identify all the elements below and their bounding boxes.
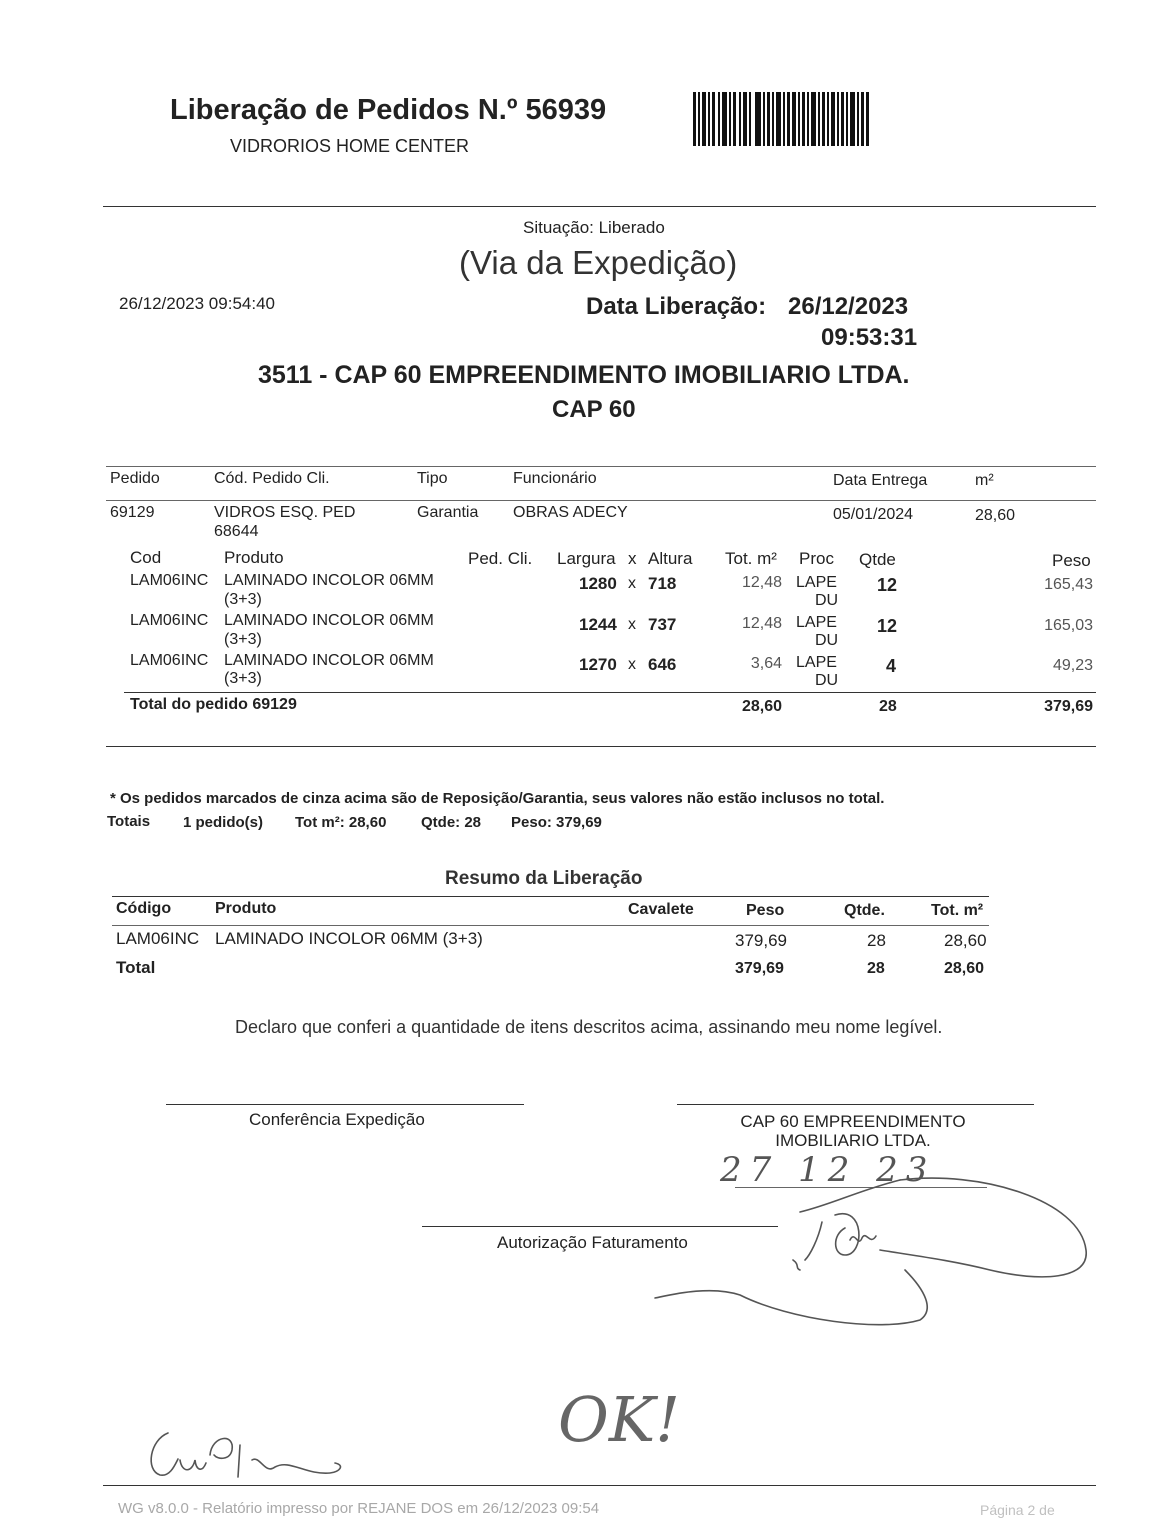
release-date: 26/12/2023 xyxy=(788,293,909,320)
item-x: x xyxy=(628,616,636,633)
item-peso: 165,03 xyxy=(1044,617,1093,634)
item-tot-m2: 12,48 xyxy=(741,574,782,591)
footer-print-info: WG v8.0.0 - Relatório impresso por REJANE DOS em 26/12/2023 09:54 xyxy=(118,1500,600,1517)
items-col-largura: Largura xyxy=(557,549,616,568)
header-divider xyxy=(103,206,1096,207)
order-cod-line1: VIDROS ESQ. PED xyxy=(214,504,356,521)
release-time: 09:53:31 xyxy=(821,324,918,351)
handwritten-date: 27 12 23 xyxy=(720,1150,936,1190)
items-col-qtde: Qtde xyxy=(859,550,896,569)
client-short-name: CAP 60 xyxy=(552,396,636,423)
summary-col-tot-m2: Tot. m² xyxy=(931,902,984,919)
items-col-x: x xyxy=(628,549,637,568)
items-col-ped-cli: Ped. Cli. xyxy=(468,549,533,568)
order-total-peso: 379,69 xyxy=(1044,698,1093,715)
item-cod: LAM06INC xyxy=(130,572,209,589)
totals-peso: Peso: 379,69 xyxy=(511,814,602,831)
item-largura: 1270 xyxy=(579,655,617,674)
order-total-m2: 28,60 xyxy=(741,698,782,715)
order-table-bottom-rule xyxy=(106,746,1096,747)
summary-row-tot-m2: 28,60 xyxy=(944,931,987,950)
summary-header-rule xyxy=(112,925,989,926)
summary-title: Resumo da Liberação xyxy=(445,868,643,889)
order-header-rule xyxy=(106,500,1096,501)
replacement-note: * Os pedidos marcados de cinza acima são de Reposição/Garantia, seus valores não estão inclusos no total. xyxy=(110,790,885,807)
totals-qtde: Qtde: 28 xyxy=(421,814,482,831)
status-text: Situação: Liberado xyxy=(523,218,665,237)
order-funcionario: OBRAS ADECY xyxy=(513,504,628,521)
via-title: (Via da Expedição) xyxy=(459,244,738,281)
order-m2: 28,60 xyxy=(975,507,1016,524)
summary-total-label: Total xyxy=(116,958,156,977)
declaration-text: Declaro que conferi a quantidade de itens descritos acima, assinando meu nome legível. xyxy=(235,1017,943,1037)
item-altura: 718 xyxy=(648,574,677,593)
summary-col-qtde: Qtde. xyxy=(844,902,885,919)
handwritten-signature-drawing xyxy=(650,1160,1100,1340)
item-altura: 737 xyxy=(648,615,677,634)
item-produto-line2: (3+3) xyxy=(224,631,262,648)
signature-company-line2: IMOBILIARIO LTDA. xyxy=(775,1131,931,1150)
item-peso: 49,23 xyxy=(1052,657,1093,674)
signature-line-conferencia xyxy=(166,1104,524,1105)
order-data-entrega: 05/01/2024 xyxy=(833,506,914,523)
item-cod: LAM06INC xyxy=(130,612,209,629)
totals-pedidos: 1 pedido(s) xyxy=(183,814,264,831)
order-pedido: 69129 xyxy=(110,504,155,521)
summary-col-codigo: Código xyxy=(116,900,172,917)
company-name: VIDRORIOS HOME CENTER xyxy=(230,136,470,156)
signature-line-company xyxy=(677,1104,1034,1105)
footer-divider xyxy=(103,1485,1096,1486)
release-date-label: Data Liberação: xyxy=(586,293,767,320)
handwritten-ok: OK! xyxy=(558,1383,681,1456)
summary-total-peso: 379,69 xyxy=(735,960,784,977)
items-col-altura: Altura xyxy=(648,549,693,568)
signature-label-autorizacao: Autorização Faturamento xyxy=(497,1233,688,1252)
items-col-tot-m2: Tot. m² xyxy=(725,549,777,568)
order-total-label: Total do pedido 69129 xyxy=(130,696,297,713)
item-qtde: 12 xyxy=(877,575,898,595)
item-peso: 165,43 xyxy=(1044,576,1093,593)
items-col-produto: Produto xyxy=(224,548,284,567)
totals-m2: Tot m²: 28,60 xyxy=(295,814,387,831)
item-proc-line2: DU xyxy=(815,672,839,689)
summary-top-rule xyxy=(112,896,989,897)
item-x: x xyxy=(628,575,636,592)
client-name: 3511 - CAP 60 EMPREENDIMENTO IMOBILIARIO LTDA. xyxy=(258,361,910,389)
item-produto-line2: (3+3) xyxy=(224,591,262,608)
col-pedido: Pedido xyxy=(110,470,160,487)
item-proc-line1: LAPE xyxy=(796,574,837,591)
summary-row-peso: 379,69 xyxy=(735,931,787,950)
signature-company-line1: CAP 60 EMPREENDIMENTO xyxy=(740,1112,966,1131)
item-produto-line2: (3+3) xyxy=(224,670,262,687)
totals-label: Totais xyxy=(107,813,151,830)
item-proc-line1: LAPE xyxy=(796,614,837,631)
printed-datetime: 26/12/2023 09:54:40 xyxy=(119,294,275,313)
summary-col-cavalete: Cavalete xyxy=(628,901,694,918)
order-cod-line2: 68644 xyxy=(214,523,259,540)
item-tot-m2: 12,48 xyxy=(741,615,782,632)
document-title: Liberação de Pedidos N.º 56939 xyxy=(170,94,607,126)
col-cod-pedido-cli: Cód. Pedido Cli. xyxy=(214,470,330,487)
summary-col-produto: Produto xyxy=(215,900,277,917)
signature-label-conferencia: Conferência Expedição xyxy=(249,1110,425,1129)
item-cod: LAM06INC xyxy=(130,652,209,669)
summary-total-tot-m2: 28,60 xyxy=(944,960,985,977)
item-qtde: 4 xyxy=(886,656,897,676)
col-data-entrega: Data Entrega xyxy=(833,472,928,489)
order-total-qtde: 28 xyxy=(879,698,897,715)
footer-page-number: Página 2 de xyxy=(980,1502,1055,1518)
item-tot-m2: 3,64 xyxy=(750,655,782,672)
handwritten-initials xyxy=(140,1425,350,1485)
col-m2: m² xyxy=(975,472,994,489)
order-table-top-rule xyxy=(106,466,1096,467)
items-col-cod: Cod xyxy=(130,548,162,567)
summary-total-qtde: 28 xyxy=(867,960,885,977)
item-qtde: 12 xyxy=(877,616,898,636)
item-largura: 1280 xyxy=(579,574,617,593)
item-produto-line1: LAMINADO INCOLOR 06MM xyxy=(224,572,434,589)
item-altura: 646 xyxy=(648,655,677,674)
summary-row-produto: LAMINADO INCOLOR 06MM (3+3) xyxy=(215,929,483,948)
item-proc-line2: DU xyxy=(815,632,839,649)
item-x: x xyxy=(628,656,636,673)
items-col-proc: Proc xyxy=(799,549,834,568)
summary-row-codigo: LAM06INC xyxy=(116,929,200,948)
barcode xyxy=(693,92,869,146)
col-tipo: Tipo xyxy=(417,470,448,487)
item-produto-line1: LAMINADO INCOLOR 06MM xyxy=(224,612,434,629)
col-funcionario: Funcionário xyxy=(513,470,597,487)
items-col-peso: Peso xyxy=(1052,551,1091,570)
summary-row-qtde: 28 xyxy=(867,931,886,950)
item-produto-line1: LAMINADO INCOLOR 06MM xyxy=(224,652,434,669)
item-proc-line2: DU xyxy=(815,592,839,609)
item-proc-line1: LAPE xyxy=(796,654,837,671)
summary-col-peso: Peso xyxy=(746,902,785,919)
items-total-rule xyxy=(124,692,1096,693)
item-largura: 1244 xyxy=(579,615,617,634)
order-tipo: Garantia xyxy=(417,504,479,521)
